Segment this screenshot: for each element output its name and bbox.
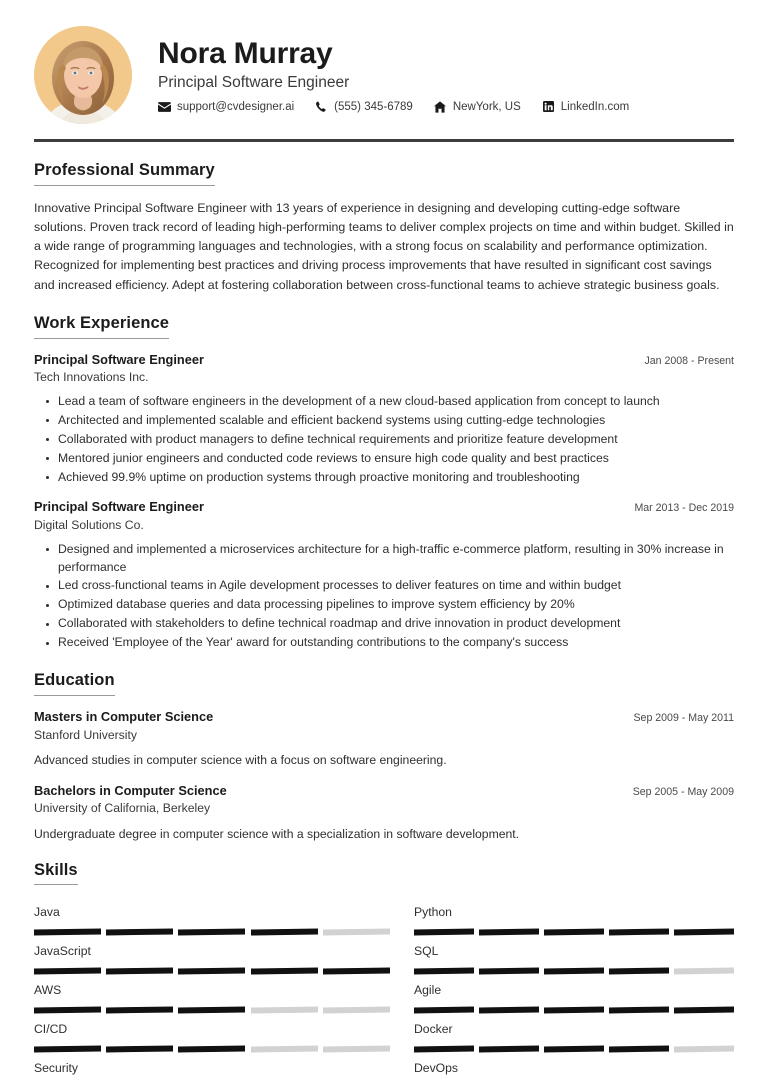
skill-level-segment	[178, 929, 245, 936]
linkedin-icon	[542, 101, 555, 113]
skill-item	[34, 1013, 390, 1052]
skill-level-bar	[414, 1007, 734, 1013]
skill-level-bar	[34, 1046, 390, 1052]
education-date: Sep 2005 - May 2009	[632, 785, 734, 798]
skill-level-segment	[674, 968, 734, 975]
skill-level-segment	[544, 1006, 604, 1013]
avatar	[34, 26, 132, 124]
skill-item	[414, 896, 734, 935]
phone-icon	[315, 101, 328, 113]
skill-level-segment	[251, 968, 318, 975]
skill-level-segment	[414, 929, 474, 936]
work-entry	[34, 499, 734, 652]
summary-text: Innovative Principal Software Engineer with 13 years of experience in designing and developing cutting-edge software solutions. Proven track record of leading high-performing teams to deliver complex projects on time and within budget. Skilled in a wide range of programming languages and technologies, with a strong focus on scalability and performance optimization. Recognized for implementing best practices and driving process improvements that have resulted in significant cost savings and increased efficiency. Adept at fostering collaboration between cross-functional teams to achieve strategic business goals.	[34, 200, 734, 292]
skill-level-segment	[479, 968, 539, 975]
skill-level-segment	[323, 968, 390, 975]
skill-level-bar	[34, 1007, 390, 1013]
skill-level-segment	[414, 1006, 474, 1013]
skill-level-segment	[34, 968, 101, 975]
candidate-name: Nora Murray	[158, 37, 333, 71]
skill-label: Security	[34, 1060, 79, 1075]
list-item: Optimized database queries and data processing pipelines to improve system efficiency by 20%	[34, 596, 734, 614]
work-bullet-list	[34, 393, 734, 487]
contact-list	[158, 101, 734, 113]
work-job-date: Jan 2008 - Present	[644, 354, 734, 367]
skill-level-segment	[251, 929, 318, 936]
work-entry-header	[34, 499, 734, 516]
work-job-date: Mar 2013 - Dec 2019	[634, 502, 734, 515]
skill-level-segment	[674, 1006, 734, 1013]
work-company: Digital Solutions Co.	[34, 518, 144, 533]
skill-level-bar	[34, 929, 390, 935]
skill-label: Python	[414, 905, 452, 920]
education-description: Advanced studies in computer science with a focus on software engineering.	[34, 753, 447, 768]
skill-item	[34, 935, 390, 974]
skill-level-segment	[479, 1045, 539, 1052]
skill-level-segment	[674, 1045, 734, 1052]
skill-level-segment	[106, 968, 173, 975]
skill-item	[414, 935, 734, 974]
education-degree: Bachelors in Computer Science	[34, 782, 227, 798]
contact-linkedin[interactable]	[542, 101, 629, 113]
header-text	[158, 37, 734, 113]
skill-item	[34, 1052, 390, 1078]
contact-email-label: support@cvdesigner.ai	[177, 100, 295, 113]
skill-level-bar	[414, 968, 734, 974]
skill-level-segment	[544, 929, 604, 936]
skill-label: AWS	[34, 983, 62, 998]
skill-level-segment	[609, 1045, 669, 1052]
education-entry	[34, 783, 734, 844]
skill-level-segment	[106, 929, 173, 936]
skill-level-segment	[251, 1006, 318, 1013]
skill-label: DevOps	[414, 1060, 459, 1075]
education-degree: Masters in Computer Science	[34, 708, 214, 724]
list-item: Received 'Employee of the Year' award for outstanding contributions to the company's success	[34, 634, 734, 652]
section-title-education: Education	[34, 671, 115, 696]
list-item: Led cross-functional teams in Agile development processes to deliver features on time and within budget	[34, 577, 734, 595]
contact-location[interactable]	[434, 101, 521, 113]
skill-label: Java	[34, 905, 60, 920]
education-entry	[34, 709, 734, 770]
list-item: Achieved 99.9% uptime on production systems through proactive monitoring and troubleshooting	[34, 469, 734, 487]
skill-level-segment	[544, 968, 604, 975]
skill-level-segment	[323, 1045, 390, 1052]
section-work-experience	[34, 314, 734, 652]
skill-level-segment	[34, 1045, 101, 1052]
skill-level-segment	[609, 968, 669, 975]
work-job-title: Principal Software Engineer	[34, 499, 204, 515]
list-item: Lead a team of software engineers in the development of a new cloud-based application from concept to launch	[34, 393, 734, 411]
contact-email[interactable]	[158, 101, 294, 113]
list-item: Mentored junior engineers and conducted code reviews to ensure high code quality and best practices	[34, 450, 734, 468]
skill-level-segment	[34, 929, 101, 936]
skill-label: CI/CD	[34, 1021, 68, 1036]
skill-level-bar	[414, 929, 734, 935]
work-company: Tech Innovations Inc.	[34, 370, 149, 385]
skill-item	[414, 1052, 734, 1078]
skill-level-segment	[106, 1006, 173, 1013]
skill-label: Agile	[414, 983, 442, 998]
section-title-summary: Professional Summary	[34, 161, 215, 186]
skill-level-segment	[414, 1045, 474, 1052]
skill-item	[34, 974, 390, 1013]
candidate-role: Principal Software Engineer	[158, 73, 350, 91]
list-item: Collaborated with product managers to define technical requirements and prioritize feature development	[34, 431, 734, 449]
skills-grid	[34, 896, 734, 1078]
skill-level-segment	[106, 1045, 173, 1052]
skill-level-segment	[609, 1006, 669, 1013]
education-date: Sep 2009 - May 2011	[633, 711, 734, 724]
skill-level-segment	[479, 929, 539, 936]
education-entry-header	[34, 783, 734, 800]
skill-level-segment	[323, 1006, 390, 1013]
contact-phone[interactable]	[315, 101, 413, 113]
skill-item	[414, 974, 734, 1013]
education-description: Undergraduate degree in computer science with a specialization in software development.	[34, 826, 520, 841]
header-divider	[34, 139, 734, 142]
contact-linkedin-label: LinkedIn.com	[560, 100, 630, 113]
section-education	[34, 671, 734, 843]
contact-phone-label: (555) 345-6789	[334, 100, 413, 113]
skill-level-segment	[479, 1006, 539, 1013]
education-school: University of California, Berkeley	[34, 801, 211, 816]
skill-level-bar	[34, 968, 390, 974]
list-item: Collaborated with stakeholders to define technical roadmap and drive innovation in product development	[34, 615, 734, 633]
skill-item	[414, 1013, 734, 1052]
skill-item	[34, 896, 390, 935]
education-entry-header	[34, 709, 734, 726]
skill-level-segment	[251, 1045, 318, 1052]
contact-location-label: NewYork, US	[452, 100, 521, 113]
skill-level-segment	[323, 929, 390, 936]
work-bullet-list	[34, 541, 734, 653]
skill-level-segment	[544, 1045, 604, 1052]
skill-level-segment	[34, 1006, 101, 1013]
section-professional-summary	[34, 161, 734, 295]
work-job-title: Principal Software Engineer	[34, 351, 204, 367]
work-entry	[34, 352, 734, 487]
section-title-work: Work Experience	[34, 314, 169, 339]
skill-level-segment	[609, 929, 669, 936]
section-title-skills: Skills	[34, 861, 78, 886]
list-item: Designed and implemented a microservices architecture for a high-traffic e-commerce platform, resulting in 30% increase in performance	[34, 541, 734, 577]
education-school: Stanford University	[34, 727, 137, 742]
skill-level-segment	[178, 968, 245, 975]
work-entry-header	[34, 352, 734, 369]
list-item: Architected and implemented scalable and efficient backend systems using cutting-edge technologies	[34, 412, 734, 430]
skill-level-segment	[414, 968, 474, 975]
home-icon	[434, 101, 447, 113]
skill-label: SQL	[414, 944, 439, 959]
section-skills	[34, 861, 734, 1078]
skill-label: Docker	[414, 1021, 453, 1036]
skill-label: JavaScript	[34, 944, 91, 959]
skill-level-bar	[414, 1046, 734, 1052]
resume-header	[34, 0, 734, 128]
envelope-icon	[158, 101, 171, 113]
skill-level-segment	[178, 1006, 245, 1013]
skill-level-segment	[178, 1045, 245, 1052]
skill-level-segment	[674, 929, 734, 936]
